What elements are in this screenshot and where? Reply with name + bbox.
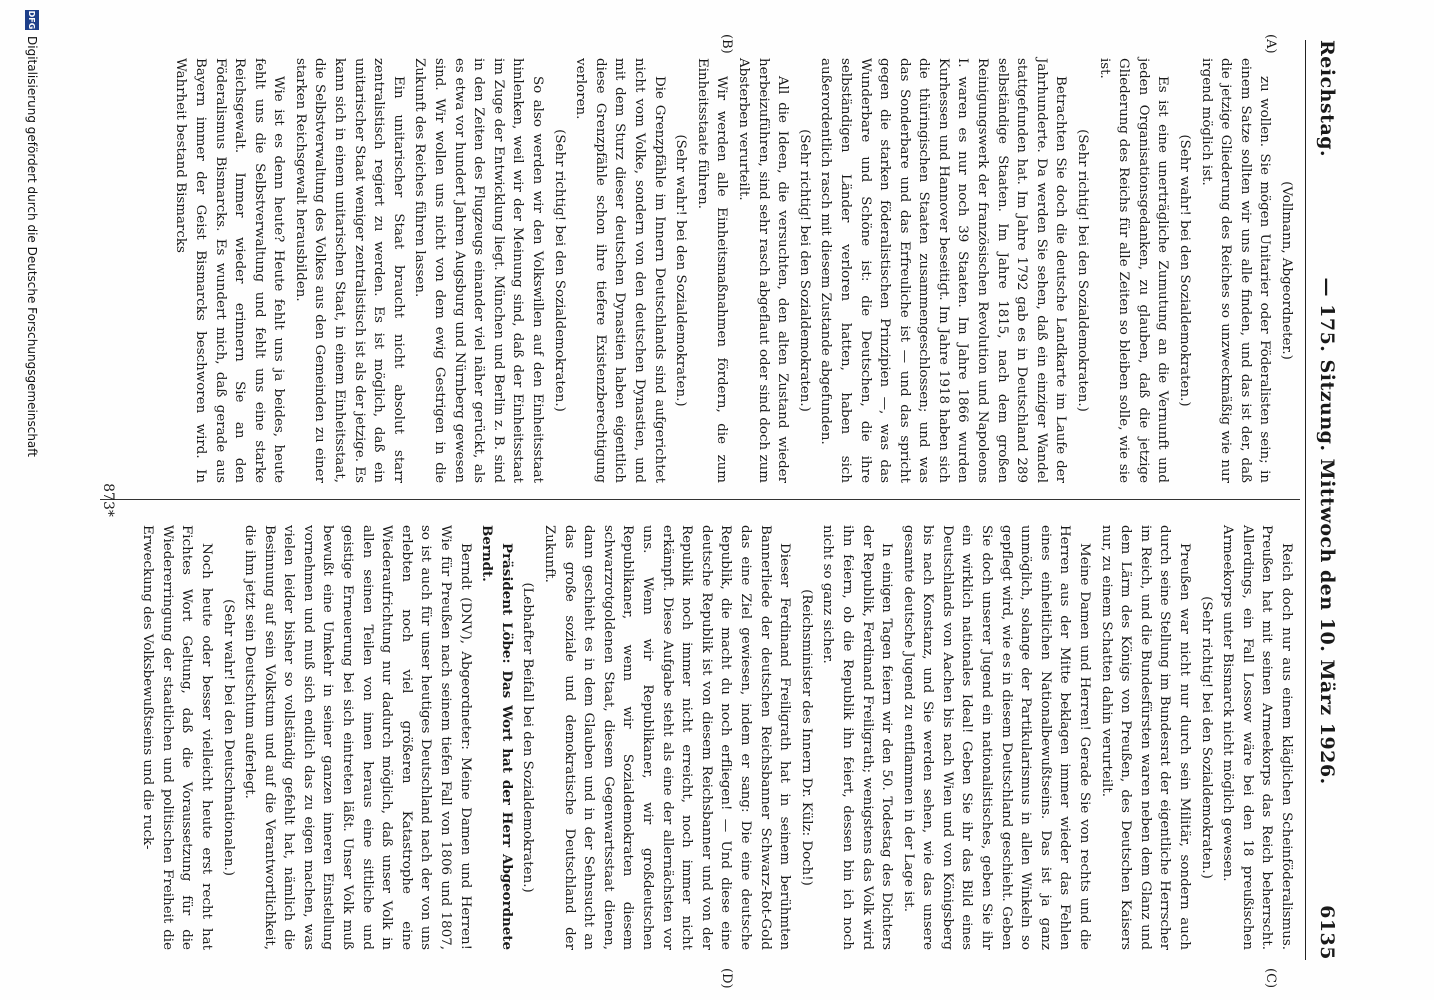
page-header <box>1310 40 1344 960</box>
paragraph: Dieser Ferdinand Freiligrath hat in seinem berühmten Bannerliede der deutschen Reichsbanner Schwarz-Rot-Gold das eine Ziel gewiesen, indem er sang: Die eine deutsche Republik, die macht du noch erfliegen! — Und diese eine deutsche Republik ist von diesem Reichsbanner und von der Republik noch immer nicht erreicht, noch immer nicht erkämpft. Diese Aufgabe steht als eine der allernächsten vor uns. Wenn wir Republikaner, wir großdeutschen Republikaner, wenn wir Sozialdemokraten diesem schwarzrotgoldenen Staat, diesem Gegenwartsstaat dienen, dann geschieht es in dem Glauben und in der Sehnsucht an das große soziale und demokratische Deutschland der Zukunft. <box>542 525 793 950</box>
column-divider <box>100 499 1300 500</box>
paragraph: In einigen Tagen feiern wir den 50. Todestag des Dichters der Republik, Ferdinand Freiligrath; wenigstens das Volk wird ihn feiern, ob die Republik ihn feiert, dessen bin ich noch nicht so ganz sicher. <box>820 525 895 950</box>
digitization-footer <box>15 0 49 1000</box>
header-left: Reichstag. <box>1316 40 1338 158</box>
paragraph: Noch heute oder besser vielleicht heute erst recht hat Fichtes Wort Geltung, daß die Voraussetzung für die Wiedererringung der staatlichen und politischen Freiheit die Erweckung des Volksbewußtseins und die ruck- <box>140 525 214 950</box>
left-column <box>169 58 1296 483</box>
interjection: (Sehr wahr! bei den Sozialdemokraten.) <box>673 134 689 407</box>
paragraph: All die Ideen, die versuchten, den alten Zustand wieder herbeizuführen, sind sehr rasch abgeflaut oder sind doch zum Absterben verurteilt. <box>735 58 791 483</box>
paragraph: Ein unitarischer Staat braucht nicht absolut starr zentralistisch regiert zu werden. Es ist möglich, daß ein unitarischer Staat weniger zentralistisch ist als der jetzige. Es kann sich in einem unitarischen Staat, in einem Einheitsstaat, die Selbstverwaltung des Volkes aus den Gemeinden zu einer starken Reichsgewalt herausbilden. <box>292 58 406 483</box>
paragraph: Preußen war nicht nur durch sein Militär, sondern auch durch seine Stellung im Bundesrat der eigentliche Herrscher im Reich, und die Bundesfürsten waren neben dem Glanz und dem Lärm des Königs von Preußen, des Deutschen Kaisers nur, zu einem Schatten dahin verurteilt. <box>1098 525 1193 950</box>
interjection: (Sehr richtig! bei den Sozialdemokraten.) <box>1198 596 1214 879</box>
interjection: (Sehr wahr! bei den Sozialdemokraten.) <box>1177 134 1193 407</box>
interjection: (Sehr richtig! bei den Sozialdemokraten.) <box>796 129 812 412</box>
header-page-number: 6135 <box>1316 905 1338 960</box>
page-signature: 873* <box>100 483 116 517</box>
paragraph: Es ist eine unerträgliche Zumutung an die Vernunft und jeden Organisationsgedanken, zu glauben, daß die jetzige Gliederung des Reichs für alle Zeiten so bleiben solle, wie sie ist. <box>1096 58 1171 483</box>
margin-mark-b: (B) <box>719 34 734 54</box>
paragraph: Wie ist es denn heute? Heute fehlt uns ja beides, heute fehlt uns die Selbstverwaltung und fehlt uns eine starke Reichsgewalt. Immer wieder erinnern Sie an den Föderalismus Bismarcks. Es wundert mich, daß gerade aus Bayern immer der Geist Bismarcks beschworen wird. In Wahrheit bestand Bismarcks <box>173 58 287 483</box>
interjection: (Reichsminister des Innern Dr. Külz: Doch!) <box>798 589 814 886</box>
interjection: (Sehr wahr! bei den Deutschnationalen.) <box>220 598 236 877</box>
footer-text: Digitalisierung gefördert durch die Deutsche Forschungsgemeinschaft <box>25 36 39 458</box>
margin-mark-d: (D) <box>719 968 734 989</box>
header-center: — 175. Sitzung. Mittwoch den 10. März 1926. <box>1316 277 1338 785</box>
margin-mark-a: (A) <box>1263 34 1278 54</box>
paragraph: So also werden wir den Volkswillen auf den Einheitsstaat hinlenken, weil wir der Meinung sind, daß der Einheitsstaat im Zuge der Entwicklung liegt. München und Berlin z. B. sind in den Zeiten des Flugzeugs einander viel näher gerückt, als es etwa vor hundert Jahren Augsburg und Nürnberg gewesen sind. Wir wollen uns nicht von dem ewig Gestrigen in die Zukunft des Reiches führen lassen. <box>412 58 546 483</box>
interjection: (Lebhafter Beifall bei den Sozialdemokraten.) <box>520 582 536 893</box>
interjection: (Sehr richtig! bei den Sozialdemokraten.) <box>1075 129 1091 412</box>
paragraph: Wir werden alle Einheitsmaßnahmen fördern, die zum Einheitsstaate führen. <box>694 58 730 483</box>
paragraph: Reich doch nur aus einem kläglichen Scheinföderalismus. Preußen hat mit seinen Armeekorps das Reich beherrscht. Allerdings, ein Fall Lossow wäre bei den 18 preußischen Armeekorps unter Bismarck nicht möglich gewesen. <box>1220 525 1294 950</box>
header-rule <box>1305 40 1306 960</box>
margin-mark-c: (C) <box>1263 968 1278 989</box>
paragraph: Meine Damen und Herren! Gerade Sie von rechts und die Herren aus der Mitte beklagen immer wieder das Fehlen eines einheitlichen Nationalbewußtseins. Das ist ja ganz unmöglich, solange der Partikularismus in allen Winkeln so gepflegt wird, wie es in diesem Deutschland geschieht. Geben Sie doch unserer Jugend ein nationalistisches, geben Sie ihr ein wirklich nationales Ideal! Geben Sie ihr das Bild eines Deutschlands von Aachen bis nach Wien und von Königsberg bis nach Konstanz, und Sie werden sehen, wie das unsere gesamte deutsche Jugend zu entflammen in der Lage ist. <box>900 525 1093 950</box>
dfg-logo-icon: DFG <box>25 10 39 30</box>
speaker-line: (Vollmann, Abgeordneter.) <box>1279 181 1294 360</box>
interjection: (Sehr richtig! bei den Sozialdemokraten.) <box>551 129 567 412</box>
paragraph: zu wollen. Sie mögen Unitarier oder Föderalisten sein; in einem Satze sollten wir uns alle finden, und das ist der, daß die jetzige Gliederung des Reiches so unzweckmäßig wie nur irgend möglich ist. <box>1198 58 1273 483</box>
president-line: Präsident Löbe: Das Wort hat der Herr Abgeordnete Berndt. <box>479 525 515 950</box>
paragraph: Die Grenzpfähle im Innern Deutschlands sind aufgerichtet nicht vom Volke, sondern von den deutschen Dynastien, und mit dem Sturz dieser deutschen Dynastien haben eigentlich diese Grenzpfähle schon ihre tiefere Existenzberechtigung verloren. <box>573 58 667 483</box>
right-column <box>136 525 1296 950</box>
paragraph: Berndt (DNV), Abgeordneter: Meine Damen und Herren! Wie für Preußen nach seinem tiefen Fall von 1806 und 1807, so ist auch für unser heutiges Deutschland nach der von uns erlebten noch viel größeren Katastrophe eine Wiederaufrichtung nur dadurch möglich, daß unser Volk in allen seinen Teilen von innen heraus eine sittliche und geistige Erneuerung bei sich eintreten läßt. Unser Volk muß bewußt eine Umkehr in seiner ganzen inneren Einstellung vornehmen und muß sich endlich das zu eigen machen, was vielen leider bisher so vollständig gefehlt hat, nämlich die Besinnung auf sein Volkstum und auf die Verantwortlichkeit, die ihm jetzt sein Deutschtum auferlegt. <box>242 525 473 950</box>
paragraph: Betrachten Sie doch die deutsche Landkarte im Laufe der Jahrhunderte. Da werden Sie sehen, daß ein einziger Wandel stattgefunden hat. Im Jahre 1792 gab es in Deutschland 289 selbständige Staaten. Im Jahre 1815, nach dem großen Reinigungswerk der französischen Revolution und Napoleons I. waren es nur noch 39 Staaten. Im Jahre 1866 wurden Kurhessen und Hannover beseitigt. Im Jahre 1918 haben sich die thüringischen Staaten zusammengeschlossen; und was das Sonderbare und das Erfreuliche ist — und das spricht gegen die starken föderalistischen Prinzipien —, was das Wunderbare und Schöne ist: die Deutschen, die ihre selbständigen Länder verloren hatten, haben sich außerordentlich rasch mit diesem Zustande abgefunden. <box>818 58 1069 483</box>
